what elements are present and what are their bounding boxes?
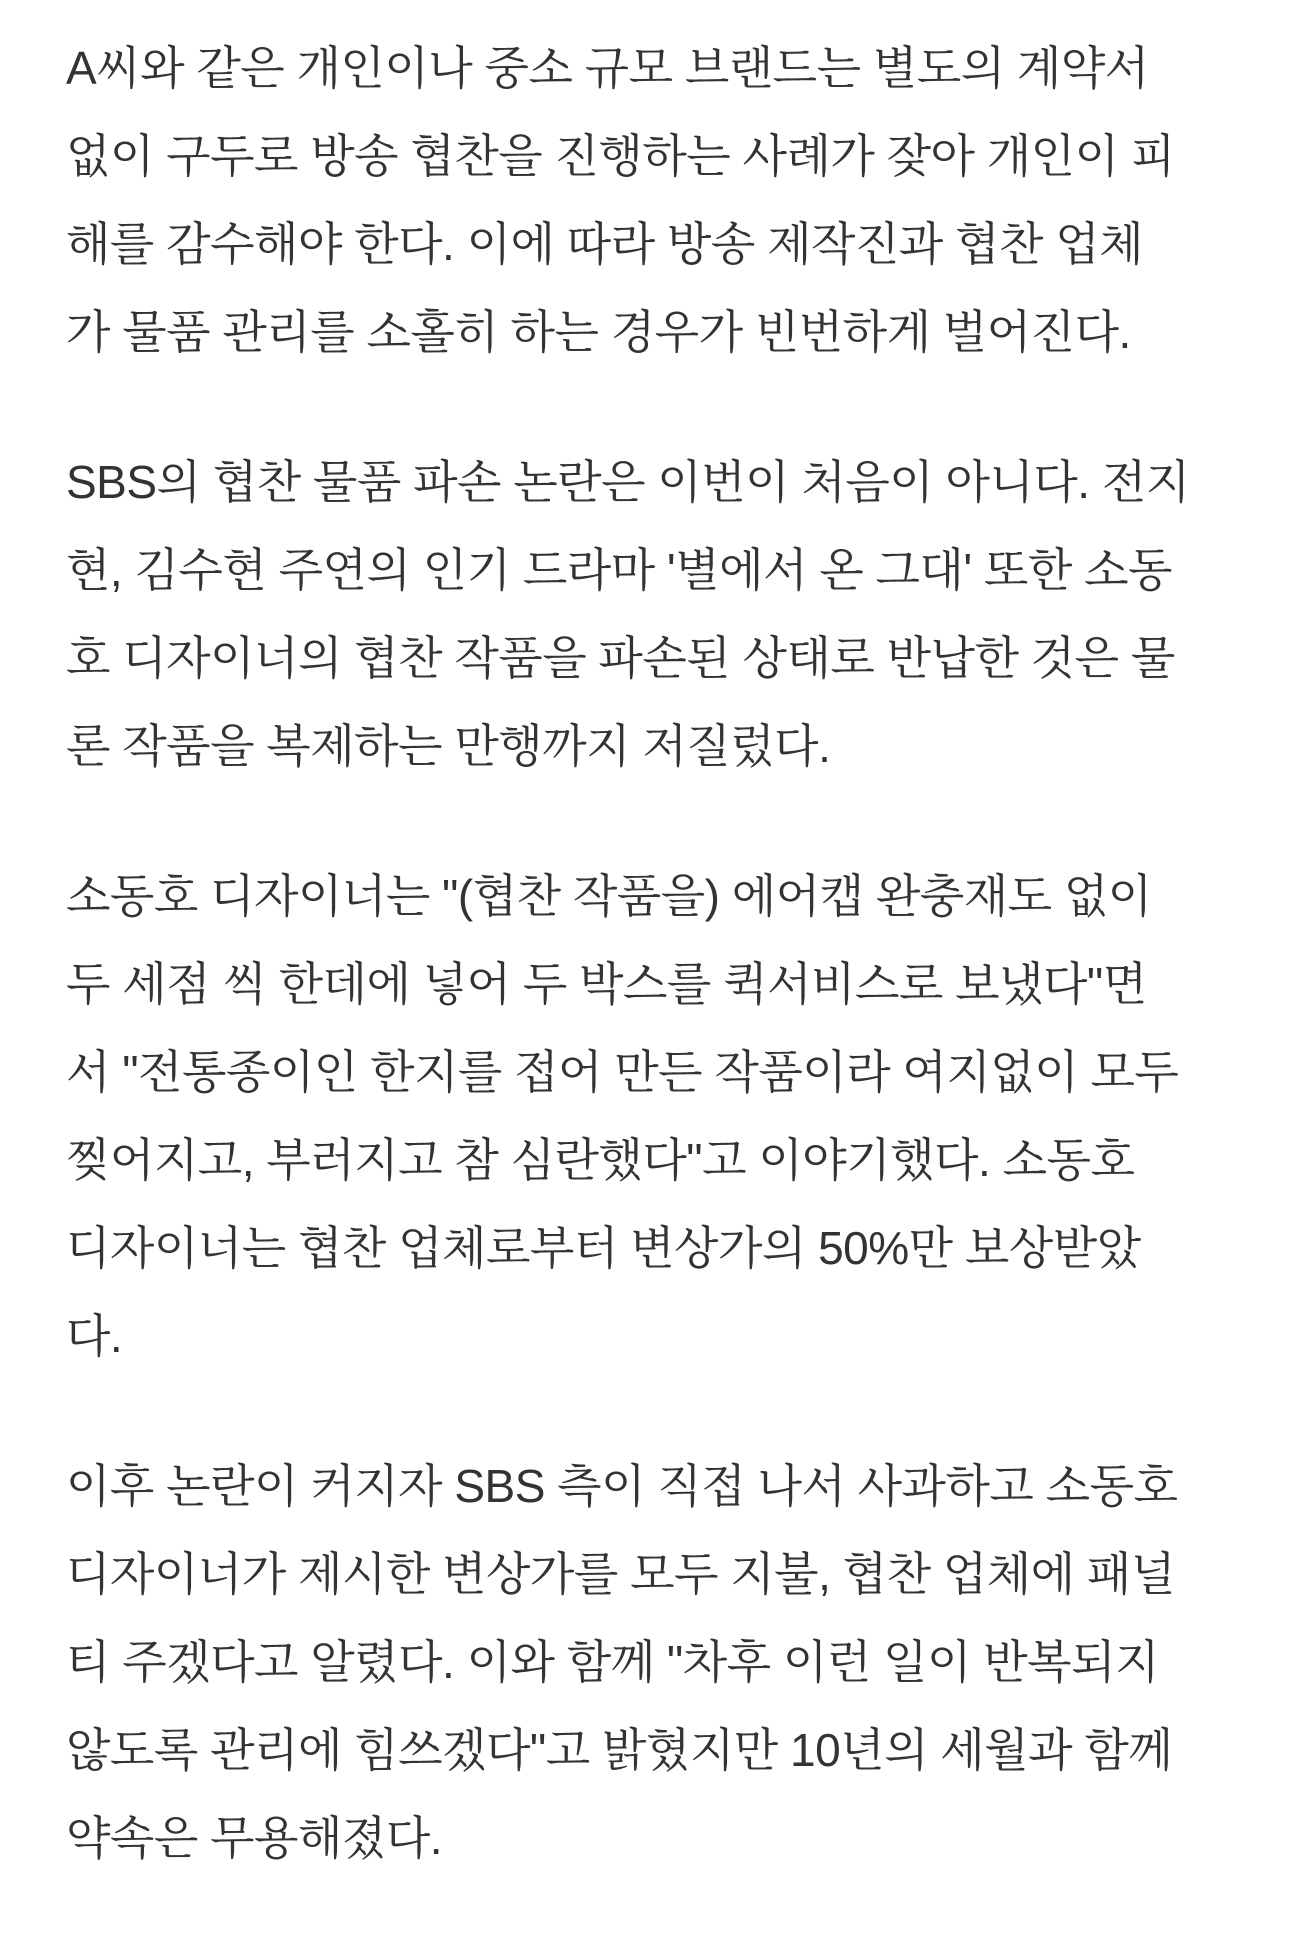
text-line: A씨와 같은 개인이나 중소 규모 브랜드는 별도의 계약서 bbox=[66, 42, 1149, 94]
paragraph bbox=[66, 24, 1240, 376]
text-line: 다. bbox=[66, 1310, 123, 1362]
text-line: 없이 구두로 방송 협찬을 진행하는 사례가 잦아 개인이 피 bbox=[66, 130, 1175, 182]
text-line: 두 세점 씩 한데에 넣어 두 박스를 퀵서비스로 보냈다"면 bbox=[66, 958, 1147, 1010]
text-line: 해를 감수해야 한다. 이에 따라 방송 제작진과 협찬 업체 bbox=[66, 218, 1144, 270]
paragraph bbox=[66, 438, 1240, 790]
text-line: 이후 논란이 커지자 SBS 측이 직접 나서 사과하고 소동호 bbox=[66, 1460, 1178, 1512]
text-line: 론 작품을 복제하는 만행까지 저질렀다. bbox=[66, 720, 831, 772]
text-line: 디자이너는 협찬 업체로부터 변상가의 50%만 보상받았 bbox=[66, 1222, 1141, 1274]
paragraph bbox=[66, 1442, 1240, 1882]
text-line: 서 "전통종이인 한지를 접어 만든 작품이라 여지없이 모두 bbox=[66, 1046, 1179, 1098]
paragraph bbox=[66, 852, 1240, 1380]
text-line: 티 주겠다고 알렸다. 이와 함께 "차후 이런 일이 반복되지 bbox=[66, 1636, 1159, 1688]
text-line: 가 물품 관리를 소홀히 하는 경우가 빈번하게 벌어진다. bbox=[66, 306, 1131, 358]
text-line: 디자이너가 제시한 변상가를 모두 지불, 협찬 업체에 패널 bbox=[66, 1548, 1175, 1600]
text-line: 소동호 디자이너는 "(협찬 작품을) 에어캡 완충재도 없이 bbox=[66, 870, 1152, 922]
text-line: 호 디자이너의 협찬 작품을 파손된 상태로 반납한 것은 물 bbox=[66, 632, 1175, 684]
text-line: 현, 김수현 주연의 인기 드라마 '별에서 온 그대' 또한 소동 bbox=[66, 544, 1172, 596]
text-line: 않도록 관리에 힘쓰겠다"고 밝혔지만 10년의 세월과 함께 bbox=[66, 1724, 1173, 1776]
text-line: SBS의 협찬 물품 파손 논란은 이번이 처음이 아니다. 전지 bbox=[66, 456, 1190, 508]
text-line: 약속은 무용해졌다. bbox=[66, 1812, 443, 1864]
text-line: 찢어지고, 부러지고 참 심란했다"고 이야기했다. 소동호 bbox=[66, 1134, 1135, 1186]
